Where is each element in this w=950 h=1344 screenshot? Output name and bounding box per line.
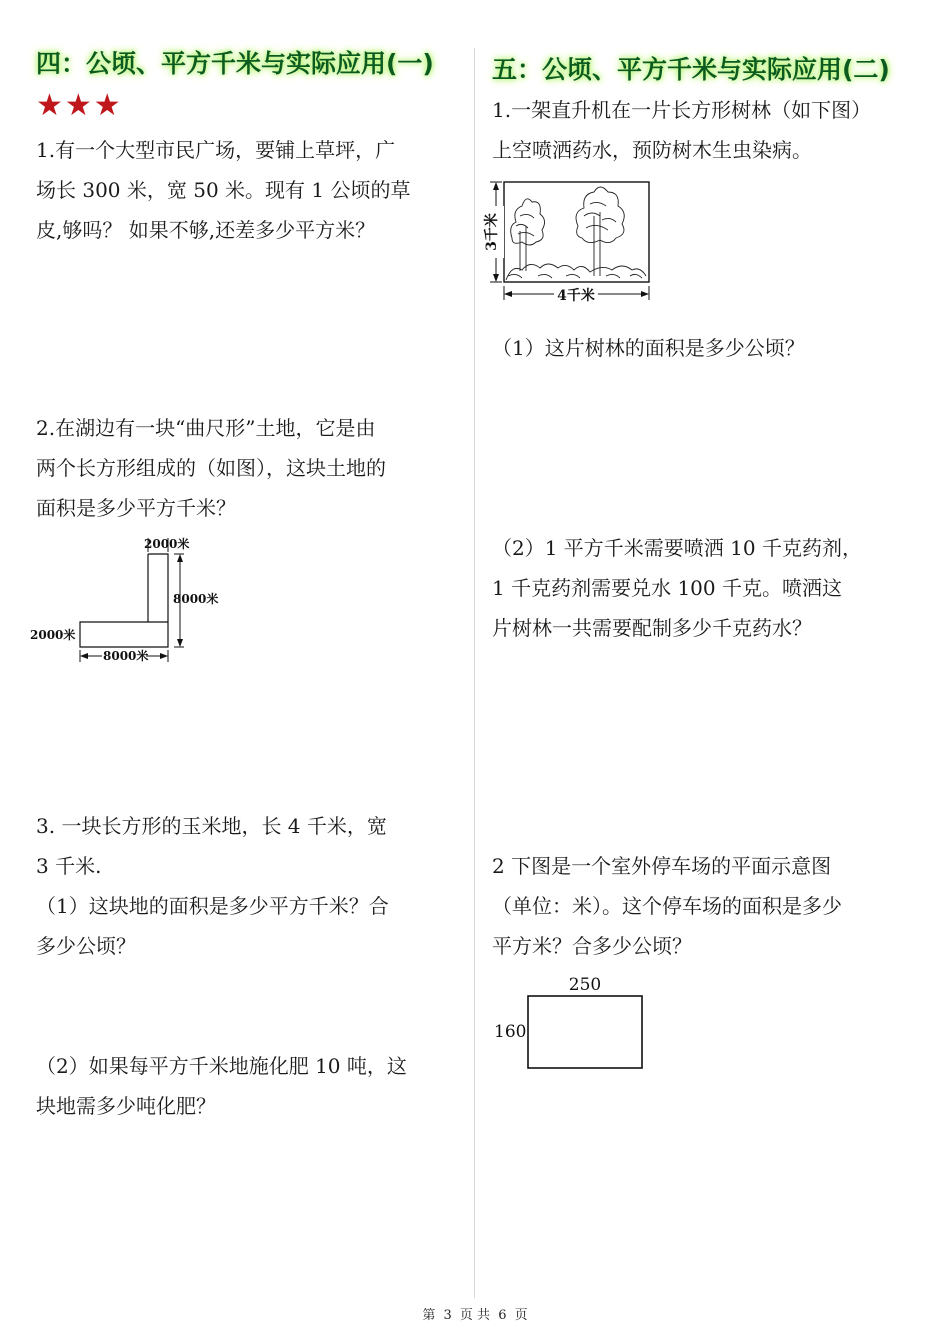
arrow-head xyxy=(641,291,649,297)
r-q1-sub2-line: 1 千克药剂需要兑水 100 千克。喷洒这 xyxy=(492,576,842,600)
r-q2-line: （单位：米）。这个停车场的面积是多少 xyxy=(492,894,842,918)
dim-bottom-length: 8000米 xyxy=(103,649,149,663)
q1-line: 1.有一个大型市民广场，要铺上草坪，广 xyxy=(36,138,396,162)
page-footer xyxy=(0,1304,950,1323)
r-q2-line: 平方米？合多少公顷？ xyxy=(492,934,692,958)
difficulty-stars: ★★★ xyxy=(36,88,123,123)
section-title-left: 四：公顷、平方千米与实际应用(一) xyxy=(36,49,434,78)
arrow-head xyxy=(177,554,183,562)
arrow-head xyxy=(504,291,512,297)
footer-total-pages: 6 xyxy=(498,1308,507,1323)
q3-line: 3 千米. xyxy=(36,854,102,878)
r-q1-sub1: （1）这片树林的面积是多少公顷？ xyxy=(492,336,805,360)
q1-line: 场长 300 米，宽 50 米。现有 1 公顷的草 xyxy=(36,178,411,202)
r-q1-sub2-line: （2）1 平方千米需要喷洒 10 千克药剂， xyxy=(492,536,862,560)
dim-parking-width: 250 xyxy=(568,975,602,995)
arrow-head xyxy=(493,274,499,282)
footer-prefix: 第 xyxy=(422,1308,436,1323)
q1-line: 皮,够吗？ 如果不够,还差多少平方米？ xyxy=(36,218,376,242)
dim-forest-width: 4千米 xyxy=(557,288,595,304)
parking-lot-rectangle xyxy=(528,996,642,1068)
q2-line: 2.在湖边有一块“曲尺形”土地，它是由 xyxy=(36,416,376,440)
q2-line: 两个长方形组成的（如图），这块土地的 xyxy=(36,456,386,480)
footer-page-number: 3 xyxy=(443,1308,452,1323)
q2-line: 面积是多少平方千米？ xyxy=(36,496,236,520)
dim-height: 8000米 xyxy=(173,592,219,606)
column-divider xyxy=(474,48,475,1298)
l-shape-outline xyxy=(80,554,168,647)
dim-top-width: 2000米 xyxy=(144,537,190,551)
dim-parking-height: 160 xyxy=(494,1022,527,1042)
arrow-head xyxy=(177,639,183,647)
arrow-head xyxy=(493,182,499,190)
r-q1-sub2-line: 片树林一共需要配制多少千克药水？ xyxy=(492,616,812,640)
q3-sub1-line: 多少公顷？ xyxy=(36,934,136,958)
dim-forest-height: 3千米 xyxy=(484,213,500,251)
section-title-right: 五：公顷、平方千米与实际应用(二) xyxy=(492,55,890,84)
l-shape-land-figure xyxy=(28,532,238,672)
q3-sub1-line: （1）这块地的面积是多少平方千米？合 xyxy=(36,894,389,918)
footer-suffix: 页 xyxy=(514,1308,528,1323)
r-q1-line: 1.一架直升机在一片长方形树林（如下图） xyxy=(492,98,872,122)
arrow-head xyxy=(160,653,168,659)
q3-line: 3. 一块长方形的玉米地，长 4 千米，宽 xyxy=(36,814,387,838)
r-q1-line: 上空喷洒药水，预防树木生虫染病。 xyxy=(492,138,812,162)
footer-middle: 页 共 xyxy=(459,1308,491,1323)
dim-left-height: 2000米 xyxy=(30,628,76,642)
arrow-head xyxy=(80,653,88,659)
q3-sub2-line: （2）如果每平方千米地施化肥 10 吨，这 xyxy=(36,1054,407,1078)
q3-sub2-line: 块地需多少吨化肥？ xyxy=(36,1094,216,1118)
forest-figure xyxy=(482,176,654,306)
parking-lot-figure xyxy=(488,970,658,1076)
r-q2-line: 2 下图是一个室外停车场的平面示意图 xyxy=(492,854,832,878)
